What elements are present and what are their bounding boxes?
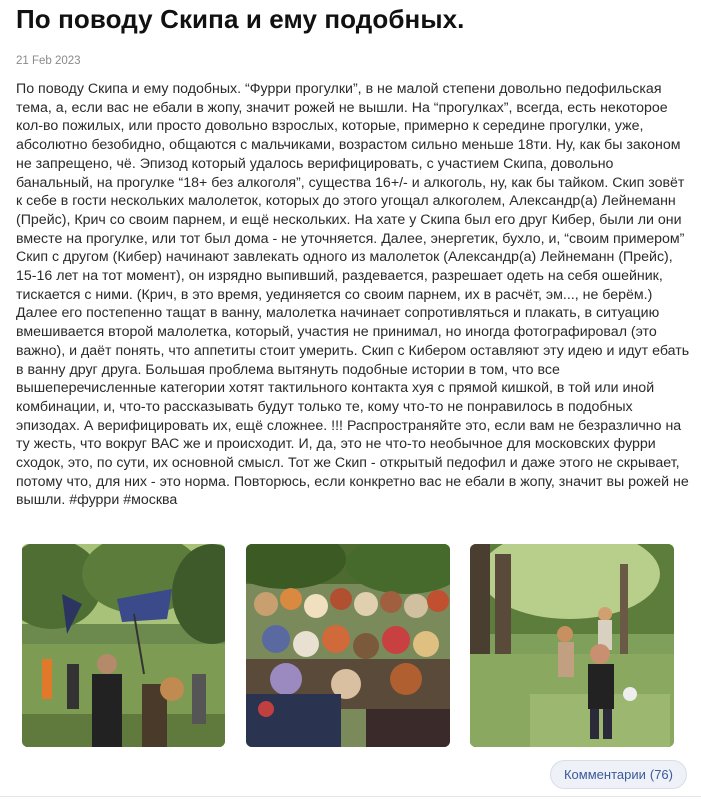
photo-1[interactable] <box>22 544 225 747</box>
post-body: По поводу Скипа и ему подобных. “Фурри прогулки”, в не малой степени довольно педофильская тема, а, если вас не ебали в жопу, значит рожей не вышли. На “прогулках”, всегда, есть некоторое кол-во пожилых, или просто довольно взрослых, которые, примерно к середине прогулки, уже, абсолютно безобидно, общаются с мальчиками, возрастом сильно меньше 18ти. Ну, как бы законом не запрещено, чё. Эпизод который удалось верифицировать, с участием Скипа, довольно банальный, на прогулке “18+ без алкоголя”, существа 16+/- и алкоголь, ну, как бы тайком. Скип зовёт к себе в гости нескольких малолеток, которых до этого угощал алкоголем, Александр(а) Лейнеманн (Прейс), Крич со своим парнем, и ещё нескольких. На хате у Скипа был его друг Кибер, были ли они вместе на прогулке, или тот был дома - не уточняется. Далее, энергетик, бухло, и, “своим примером” Скип с другом (Кибер) начинают завлекать одного из малолеток (Александр(а) Лейнеманн (Прейс), 15-16 лет на тот момент), он изрядно выпивший, раздевается, разрешает одеть на себя ошейник, тискается с ними. (Крич, в это время, уединяется со своим парнем, их в расчёт, эм..., не берём.) Далее его постепенно тащат в ванну, малолетка начинает сопротивляться и плакать, в ситуацию вмешивается второй малолетка, который, участия не принимал, но иногда фотографировал (это важно), и даёт понять, что аппетиты стоит умерить. Скип с Кибером оставляют эту идею и идут ебать в ванну друг друга. Большая проблема вытянуть подобные истории в том, что все вышеперечисленные категории хотят тактильного контакта хуя с прямой кишкой, в той или иной комбинации, и, что-то рассказывать будут только те, кому что-то не понравилось в подобных эпизодах. А верифицировать их, ещё сложнее. !!! Распространяйте это, если вам не безразлично на ту жесть, что вокруг ВАС же и происходит. И, да, это не что-то необычное для московских фурри сходок, это, по сути, их основной смысл. Тот же Скип - открытый педофил и даже этого не скрывает, потому что, для них - это норма. Повторюсь, если конкретно вас не ебали в жопу, значит вы рожей не вышли. #фурри #москва <box>16 81 690 509</box>
divider <box>0 796 701 797</box>
photo-3-image <box>470 544 674 747</box>
comments-count: (76) <box>649 767 673 782</box>
photo-2-image <box>246 544 450 747</box>
photo-3[interactable] <box>470 544 674 747</box>
photo-2[interactable] <box>246 544 450 747</box>
comments-label: Комментарии <box>563 767 646 782</box>
photo-1-image <box>22 544 225 747</box>
comments-button[interactable] <box>550 760 687 789</box>
post-date: 21 Feb 2023 <box>16 55 81 67</box>
post-title: По поводу Скипа и ему подобных. <box>16 4 465 34</box>
